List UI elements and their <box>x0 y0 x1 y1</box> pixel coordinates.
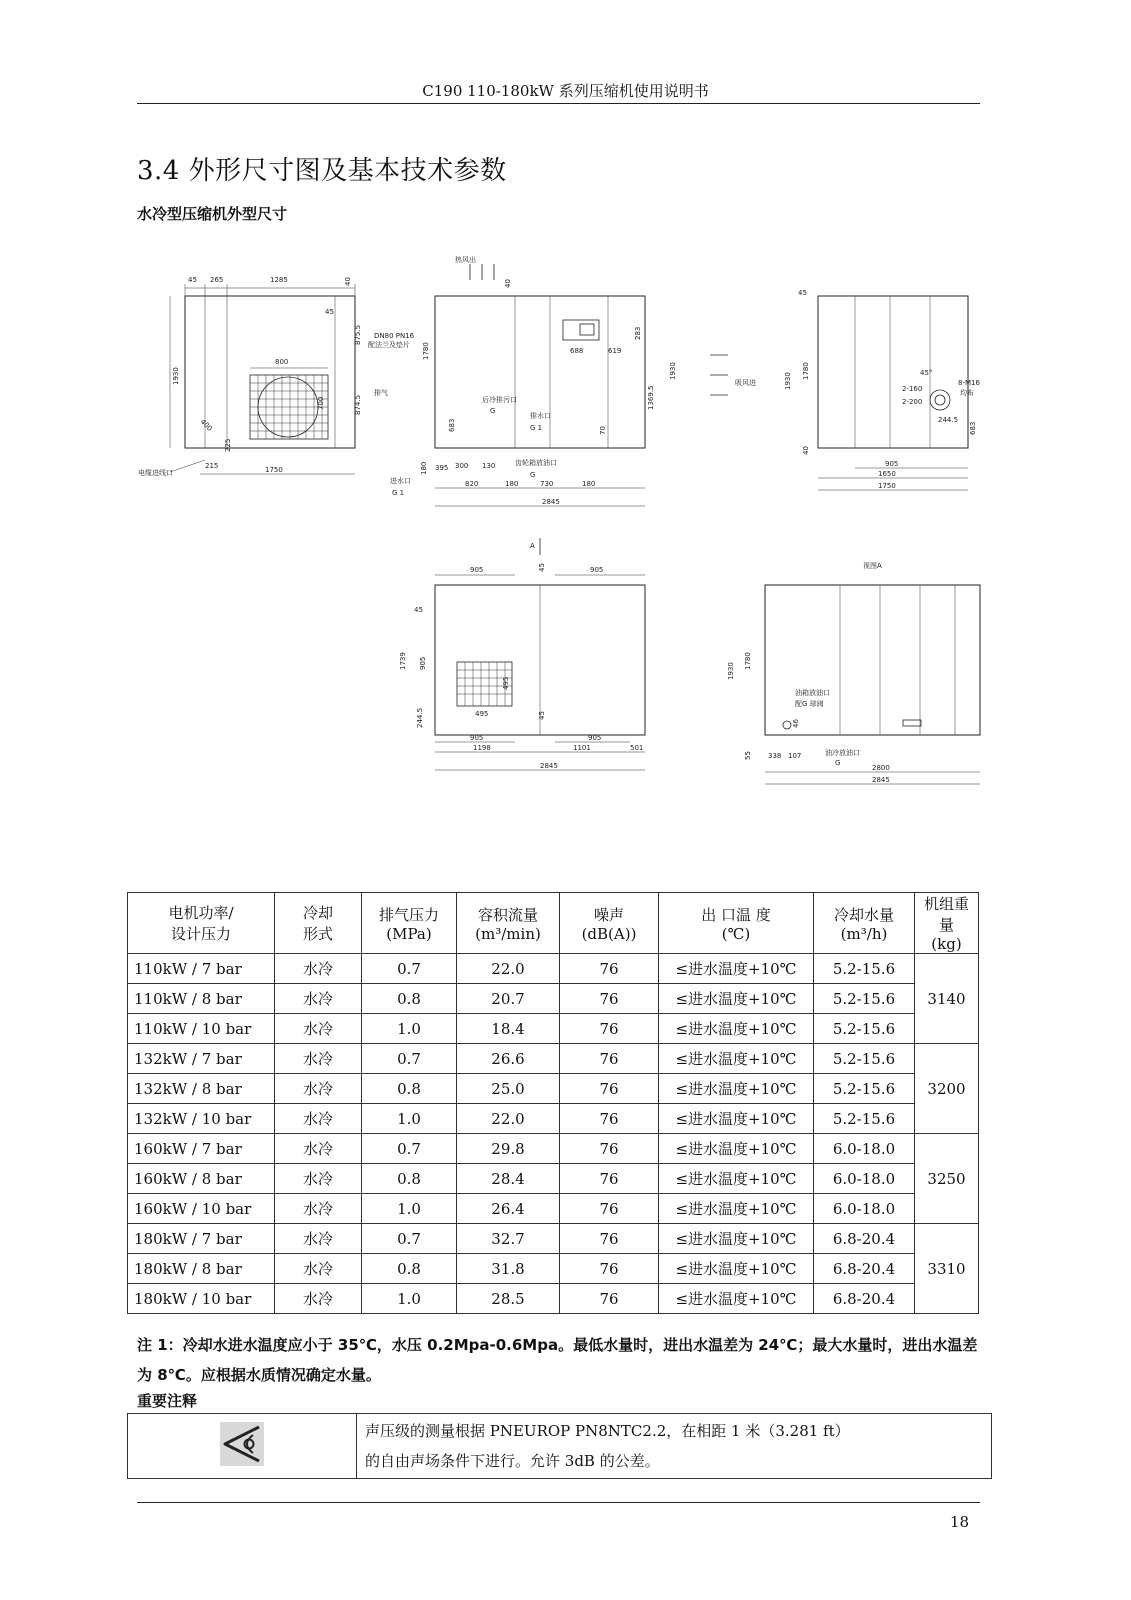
important-notes-table <box>127 1413 992 1479</box>
top-dim-905c: 905 <box>419 656 427 670</box>
viewa-dim-2845: 2845 <box>872 776 890 784</box>
table-cell: 132kW / 10 bar <box>128 1104 275 1134</box>
table-row <box>128 1284 979 1314</box>
table-cell: 132kW / 7 bar <box>128 1044 275 1074</box>
header-rule <box>137 103 980 104</box>
table-row <box>128 984 979 1014</box>
weight-cell: 3310 <box>915 1224 979 1314</box>
front-dim-1750: 1750 <box>265 466 283 474</box>
table-cell: 水冷 <box>275 1044 362 1074</box>
viewa-dim-2800: 2800 <box>872 764 890 772</box>
view-a-drawing <box>727 561 980 784</box>
water-drain-label: 排水口 <box>530 412 551 420</box>
gearbox-drain-g: G <box>530 471 536 479</box>
table-cell: 110kW / 8 bar <box>128 984 275 1014</box>
important-notes-title: 重要注释 <box>137 1392 198 1410</box>
front-dim-400: 400 <box>198 417 214 433</box>
dimension-drawings <box>130 250 1010 810</box>
important-icon-cell <box>128 1414 357 1479</box>
table-cell: 160kW / 10 bar <box>128 1194 275 1224</box>
table-cell: 32.7 <box>457 1224 560 1254</box>
table-cell: ≤进水温度+10℃ <box>659 1104 814 1134</box>
top-dim-495a: 495 <box>475 710 489 718</box>
table-cell: 180kW / 10 bar <box>128 1284 275 1314</box>
top-dim-495b: 495 <box>502 676 510 690</box>
table-cell: 水冷 <box>275 1104 362 1134</box>
important-note-text <box>357 1414 992 1479</box>
top-dim-905b: 905 <box>590 566 604 574</box>
front-dim-874: 874.5 <box>354 394 362 415</box>
table-cell: 31.8 <box>457 1254 560 1284</box>
side-dim-2845: 2845 <box>542 498 560 506</box>
table-cell: 5.2-15.6 <box>814 954 915 984</box>
table-cell: 76 <box>560 1254 659 1284</box>
table-cell: 76 <box>560 1044 659 1074</box>
top-dim-45a: 45 <box>538 563 546 572</box>
table-cell: 0.8 <box>362 1074 457 1104</box>
table-cell: 76 <box>560 1194 659 1224</box>
table-cell: ≤进水温度+10℃ <box>659 1194 814 1224</box>
table-cell: 1.0 <box>362 1014 457 1044</box>
oil-tank-drain-label: 油箱放油口 <box>795 689 830 697</box>
table-row <box>128 1254 979 1284</box>
table-cell: 水冷 <box>275 1014 362 1044</box>
table-cell: 水冷 <box>275 954 362 984</box>
table-cell: ≤进水温度+10℃ <box>659 984 814 1014</box>
dn80-label: DN80 PN16 <box>374 332 415 340</box>
top-dim-45b: 45 <box>414 606 423 614</box>
front-view-drawing <box>138 276 362 477</box>
side-dim-395: 395 <box>435 464 449 472</box>
rear-dim-244: 244.5 <box>938 416 959 424</box>
water-inlet-g: G 1 <box>392 489 405 497</box>
table-cell: ≤进水温度+10℃ <box>659 1164 814 1194</box>
table-cell: 水冷 <box>275 1254 362 1284</box>
front-dim-265: 265 <box>210 276 224 284</box>
rear-dim-1780: 1780 <box>802 362 810 380</box>
table-cell: 6.0-18.0 <box>814 1134 915 1164</box>
top-dim-1198: 1198 <box>473 744 491 752</box>
spec-header-row <box>128 893 979 954</box>
table-cell: 76 <box>560 1134 659 1164</box>
front-dim-1930: 1930 <box>172 367 180 385</box>
exhaust-label: 排气 <box>374 389 388 397</box>
table-cell: 76 <box>560 1014 659 1044</box>
table-cell: 25.0 <box>457 1074 560 1104</box>
side-dim-70: 70 <box>599 426 607 435</box>
table-cell: 28.5 <box>457 1284 560 1314</box>
table-cell: 76 <box>560 984 659 1014</box>
table-cell: 水冷 <box>275 1224 362 1254</box>
table-cell: 76 <box>560 1284 659 1314</box>
rear-dim-1750: 1750 <box>878 482 896 490</box>
document-header: C190 110-180kW 系列压缩机使用说明书 <box>422 82 709 100</box>
header-flow: 容积流量 (m³/min) <box>457 893 560 954</box>
front-dim-215: 215 <box>205 462 219 470</box>
table-row <box>128 1134 979 1164</box>
aftercooler-drain-g: G <box>490 407 496 415</box>
top-dim-501: 501 <box>630 744 644 752</box>
side-dim-1369: 1369.5 <box>647 385 655 410</box>
side-dim-1780: 1780 <box>422 342 430 360</box>
table-cell: ≤进水温度+10℃ <box>659 1044 814 1074</box>
rear-dim-2-160: 2-160 <box>902 385 923 393</box>
table-cell: 18.4 <box>457 1014 560 1044</box>
top-dim-244: 244.5 <box>416 707 424 728</box>
table-cell: 0.8 <box>362 1254 457 1284</box>
viewa-dim-55: 55 <box>744 751 752 760</box>
spec-table <box>127 892 979 1314</box>
table-cell: 0.7 <box>362 1224 457 1254</box>
table-cell: 5.2-15.6 <box>814 1044 915 1074</box>
top-dim-45c: 45 <box>538 711 546 720</box>
flange-label: 配法兰及垫片 <box>368 341 410 349</box>
cable-inlet-label: 电缆进线口 <box>138 469 173 477</box>
rear-dim-1650: 1650 <box>878 470 896 478</box>
header-noise: 噪声 (dB(A)) <box>560 893 659 954</box>
table-cell: 水冷 <box>275 1134 362 1164</box>
viewa-dim-1930: 1930 <box>727 662 735 680</box>
table-cell: 5.2-15.6 <box>814 1074 915 1104</box>
top-dim-1101: 1101 <box>573 744 591 752</box>
table-cell: 110kW / 10 bar <box>128 1014 275 1044</box>
table-cell: 水冷 <box>275 1284 362 1314</box>
front-dim-875: 875.5 <box>354 324 362 345</box>
front-dim-45: 45 <box>188 276 197 284</box>
air-intake-label: 吸风进 <box>735 379 756 387</box>
table-cell: 160kW / 7 bar <box>128 1134 275 1164</box>
viewa-dim-46: 46 <box>792 719 800 728</box>
table-cell: ≤进水温度+10℃ <box>659 954 814 984</box>
rear-dim-uniform: 均布 <box>960 389 974 397</box>
table-cell: 5.2-15.6 <box>814 1104 915 1134</box>
side-dim-619: 619 <box>608 347 622 355</box>
table-row <box>128 1014 979 1044</box>
rear-view-outline <box>818 296 968 448</box>
side-dim-180b: 180 <box>505 480 519 488</box>
table-cell: 22.0 <box>457 954 560 984</box>
viewa-dim-1780: 1780 <box>744 652 752 670</box>
weight-cell: 3250 <box>915 1134 979 1224</box>
rear-dim-1930: 1930 <box>784 372 792 390</box>
view-a-outline <box>765 585 980 735</box>
table-cell: 76 <box>560 1104 659 1134</box>
table-cell: ≤进水温度+10℃ <box>659 1254 814 1284</box>
table-cell: 6.8-20.4 <box>814 1284 915 1314</box>
table-cell: 6.8-20.4 <box>814 1224 915 1254</box>
rear-dim-683: 683 <box>969 421 977 435</box>
table-cell: 76 <box>560 1224 659 1254</box>
header-weight: 机组重量 (kg) <box>915 893 979 954</box>
important-note-line-2: 的自由声场条件下进行。允许 3dB 的公差。 <box>365 1452 660 1470</box>
table-cell: 26.6 <box>457 1044 560 1074</box>
front-dim-40: 40 <box>344 277 352 286</box>
page-number: 18 <box>950 1513 970 1531</box>
table-cell: ≤进水温度+10℃ <box>659 1014 814 1044</box>
table-cell: 水冷 <box>275 1194 362 1224</box>
rear-dim-2-200: 2-200 <box>902 398 923 406</box>
table-cell: 132kW / 8 bar <box>128 1074 275 1104</box>
gearbox-drain-label: 齿轮箱放油口 <box>515 459 557 467</box>
water-drain-g: G 1 <box>530 424 543 432</box>
front-dim-225: 225 <box>224 438 232 452</box>
rear-view-drawing <box>784 289 980 490</box>
hot-air-outlet-label: 热风出 <box>455 256 476 264</box>
table-cell: 0.8 <box>362 1164 457 1194</box>
table-cell: 180kW / 8 bar <box>128 1254 275 1284</box>
front-dim-1285: 1285 <box>270 276 288 284</box>
header-motor-power: 电机功率/ 设计压力 <box>128 893 275 954</box>
table-cell: 76 <box>560 1164 659 1194</box>
front-dim-45b: 45 <box>325 308 334 316</box>
top-view-drawing <box>399 538 645 770</box>
viewa-dim-107: 107 <box>788 752 802 760</box>
table-cell: 水冷 <box>275 1074 362 1104</box>
side-dim-820: 820 <box>465 480 479 488</box>
important-note-line-1: 声压级的测量根据 PNEUROP PN8NTC2.2，在相距 1 米（3.281 ft） <box>365 1422 850 1440</box>
table-cell: 1.0 <box>362 1284 457 1314</box>
header-discharge-pressure: 排气压力 (MPa) <box>362 893 457 954</box>
table-row <box>128 1104 979 1134</box>
side-dim-40: 40 <box>504 279 512 288</box>
table-cell: 22.0 <box>457 1104 560 1134</box>
oil-cooler-drain-label: 油冷放油口 <box>825 749 860 757</box>
weight-cell: 3200 <box>915 1044 979 1134</box>
header-cooling-water: 冷却水量 (m³/h) <box>814 893 915 954</box>
table-cell: 0.8 <box>362 984 457 1014</box>
view-a-arrow-label: A <box>530 542 535 550</box>
table-cell: 26.4 <box>457 1194 560 1224</box>
table-cell: 0.7 <box>362 954 457 984</box>
rear-dim-40: 40 <box>802 446 810 455</box>
top-dim-2845: 2845 <box>540 762 558 770</box>
aftercooler-drain-label: 后冷排污口 <box>482 396 517 404</box>
water-inlet-label: 进水口 <box>390 477 411 485</box>
table-row <box>128 1074 979 1104</box>
section-title: 3.4 外形尺寸图及基本技术参数 <box>137 156 507 186</box>
table-cell: 6.0-18.0 <box>814 1164 915 1194</box>
rear-dim-45: 45 <box>798 289 807 297</box>
table-cell: 6.8-20.4 <box>814 1254 915 1284</box>
table-cell: 1.0 <box>362 1104 457 1134</box>
side-dim-300: 300 <box>455 462 469 470</box>
table-cell: 29.8 <box>457 1134 560 1164</box>
table-cell: 水冷 <box>275 984 362 1014</box>
table-cell: 76 <box>560 1074 659 1104</box>
top-dim-905a: 905 <box>470 566 484 574</box>
table-cell: 160kW / 8 bar <box>128 1164 275 1194</box>
table-cell: 110kW / 7 bar <box>128 954 275 984</box>
table-cell: 1.0 <box>362 1194 457 1224</box>
eye-warning-icon <box>219 1421 265 1467</box>
table-row <box>128 1164 979 1194</box>
side-dim-180c: 180 <box>582 480 596 488</box>
front-dim-800: 800 <box>275 358 289 366</box>
footer-rule <box>137 1502 980 1503</box>
rear-dim-8-m16: 8-M16 <box>958 379 980 387</box>
table-cell: 0.7 <box>362 1044 457 1074</box>
header-outlet-temp: 出 口温 度 (℃) <box>659 893 814 954</box>
table-cell: 180kW / 7 bar <box>128 1224 275 1254</box>
side-dim-683: 683 <box>448 418 456 432</box>
table-row <box>128 1194 979 1224</box>
table-cell: ≤进水温度+10℃ <box>659 1134 814 1164</box>
table-cell: 20.7 <box>457 984 560 1014</box>
weight-cell: 3140 <box>915 954 979 1044</box>
view-a-title: 视图A <box>863 562 882 570</box>
side-view-drawing <box>368 255 756 506</box>
side-dim-130: 130 <box>482 462 496 470</box>
cooling-water-note: 注 1：冷却水进水温度应小于 35℃，水压 0.2Mpa-0.6Mpa。最低水量时，进出水温差为 24℃；最大水量时，进出水温差为 8℃。应根据水质情况确定水量。 <box>137 1336 978 1384</box>
top-dim-905d: 905 <box>470 734 484 742</box>
rear-dim-45deg: 45° <box>920 369 933 377</box>
table-cell: 5.2-15.6 <box>814 984 915 1014</box>
oil-cooler-drain-g: G <box>835 759 841 767</box>
side-dim-180: 180 <box>420 461 428 475</box>
front-dim-700: 700 <box>317 396 325 410</box>
side-dim-283: 283 <box>634 326 642 340</box>
table-cell: 76 <box>560 954 659 984</box>
side-dim-688: 688 <box>570 347 584 355</box>
table-cell: ≤进水温度+10℃ <box>659 1224 814 1254</box>
section-subtitle: 水冷型压缩机外型尺寸 <box>137 205 288 223</box>
table-row <box>128 954 979 984</box>
side-dim-1930: 1930 <box>669 362 677 380</box>
table-cell: 6.0-18.0 <box>814 1194 915 1224</box>
table-cell: ≤进水温度+10℃ <box>659 1074 814 1104</box>
rear-dim-905: 905 <box>885 460 899 468</box>
table-row <box>128 1224 979 1254</box>
table-cell: 5.2-15.6 <box>814 1014 915 1044</box>
top-dim-905e: 905 <box>588 734 602 742</box>
top-dim-1739: 1739 <box>399 652 407 670</box>
table-cell: 0.7 <box>362 1134 457 1164</box>
table-row <box>128 1044 979 1074</box>
table-cell: ≤进水温度+10℃ <box>659 1284 814 1314</box>
table-cell: 水冷 <box>275 1164 362 1194</box>
header-cooling-type: 冷却 形式 <box>275 893 362 954</box>
table-cell: 28.4 <box>457 1164 560 1194</box>
viewa-dim-338: 338 <box>768 752 782 760</box>
side-dim-730: 730 <box>540 480 554 488</box>
oil-tank-valve-label: 配G 球阀 <box>795 700 824 708</box>
